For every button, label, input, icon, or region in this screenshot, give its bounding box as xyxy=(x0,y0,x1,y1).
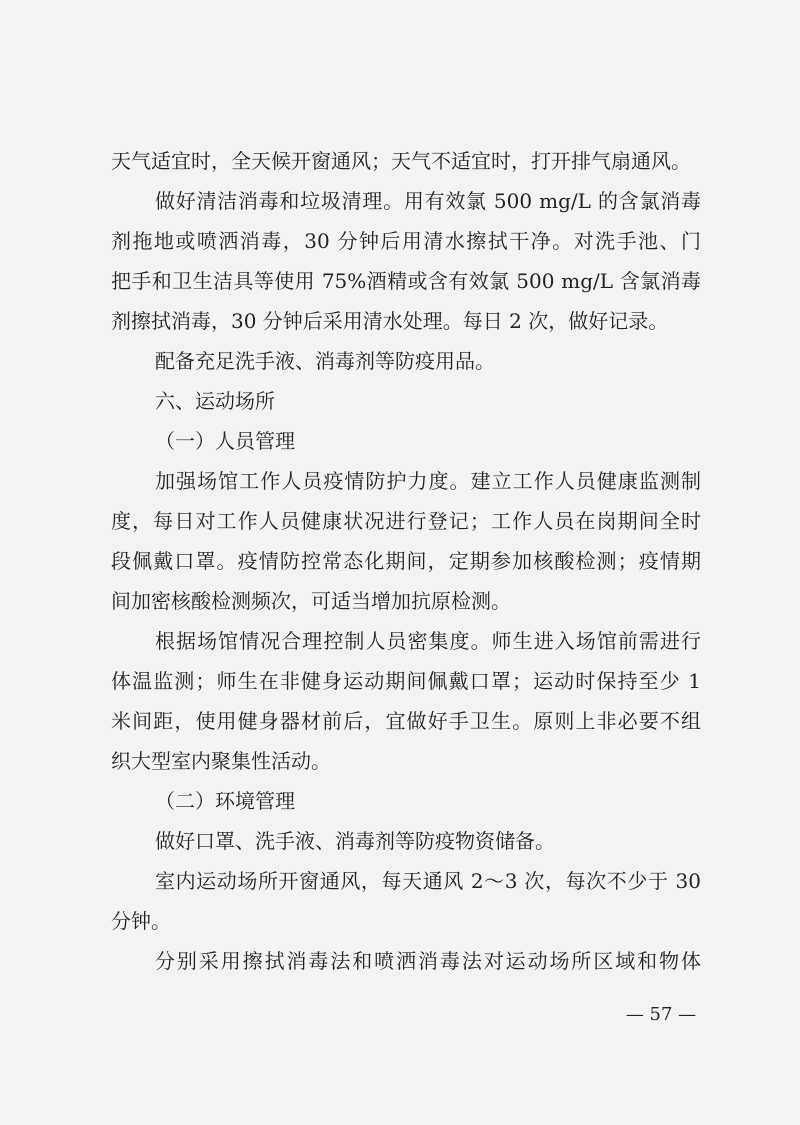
paragraph-line-ventilation-minutes: 分钟。 xyxy=(111,909,171,933)
paragraph-line-mask-and-testing: 段佩戴口罩。疫情防控常态化期间，定期参加核酸检测；疫情期 xyxy=(111,549,701,573)
paragraph-line-cleaning-floor: 剂拖地或喷洒消毒，30 分钟后用清水擦拭干净。对洗手池、门 xyxy=(111,229,701,253)
paragraph-line-cleaning-fixtures: 把手和卫生洁具等使用 75%酒精或含有效氯 500 mg/L 含氯消毒 xyxy=(111,269,701,293)
paragraph-line-disinfection-methods: 分别采用擦拭消毒法和喷洒消毒法对运动场所区域和物体 xyxy=(155,949,701,973)
subsection-heading-personnel-management: （一）人员管理 xyxy=(155,429,295,453)
paragraph-line-cleaning-start: 做好清洁消毒和垃圾清理。用有效氯 500 mg/L 的含氯消毒 xyxy=(155,189,701,213)
paragraph-line-ventilation-continued: 天气适宜时，全天候开窗通风；天气不适宜时，打开排气扇通风。 xyxy=(111,149,691,173)
paragraph-line-supply-reserve: 做好口罩、洗手液、消毒剂等防疫物资储备。 xyxy=(155,829,555,853)
paragraph-line-equipment-hygiene: 米间距，使用健身器材前后，宜做好手卫生。原则上非必要不组 xyxy=(111,709,701,733)
paragraph-line-testing-frequency: 间加密核酸检测频次，可适当增加抗原检测。 xyxy=(111,589,511,613)
paragraph-line-indoor-ventilation: 室内运动场所开窗通风，每天通风 2～3 次，每次不少于 30 xyxy=(155,869,701,893)
paragraph-line-staff-health-record: 度，每日对工作人员健康状况进行登记；工作人员在岗期间全时 xyxy=(111,509,701,533)
page-number: — 57 — xyxy=(625,1004,697,1025)
paragraph-line-indoor-activities: 织大型室内聚集性活动。 xyxy=(111,749,331,773)
section-heading-sports-venues: 六、运动场所 xyxy=(155,389,275,413)
paragraph-line-density-control: 根据场馆情况合理控制人员密集度。师生进入场馆前需进行 xyxy=(155,629,701,653)
subsection-heading-environment-management: （二）环境管理 xyxy=(155,789,295,813)
paragraph-line-temperature-and-distance: 体温监测；师生在非健身运动期间佩戴口罩；运动时保持至少 1 xyxy=(111,669,701,693)
paragraph-line-supplies: 配备充足洗手液、消毒剂等防疫用品。 xyxy=(155,349,495,373)
paragraph-line-staff-protection-start: 加强场馆工作人员疫情防护力度。建立工作人员健康监测制 xyxy=(155,469,701,493)
paragraph-line-cleaning-end: 剂擦拭消毒，30 分钟后采用清水处理。每日 2 次，做好记录。 xyxy=(111,309,669,333)
